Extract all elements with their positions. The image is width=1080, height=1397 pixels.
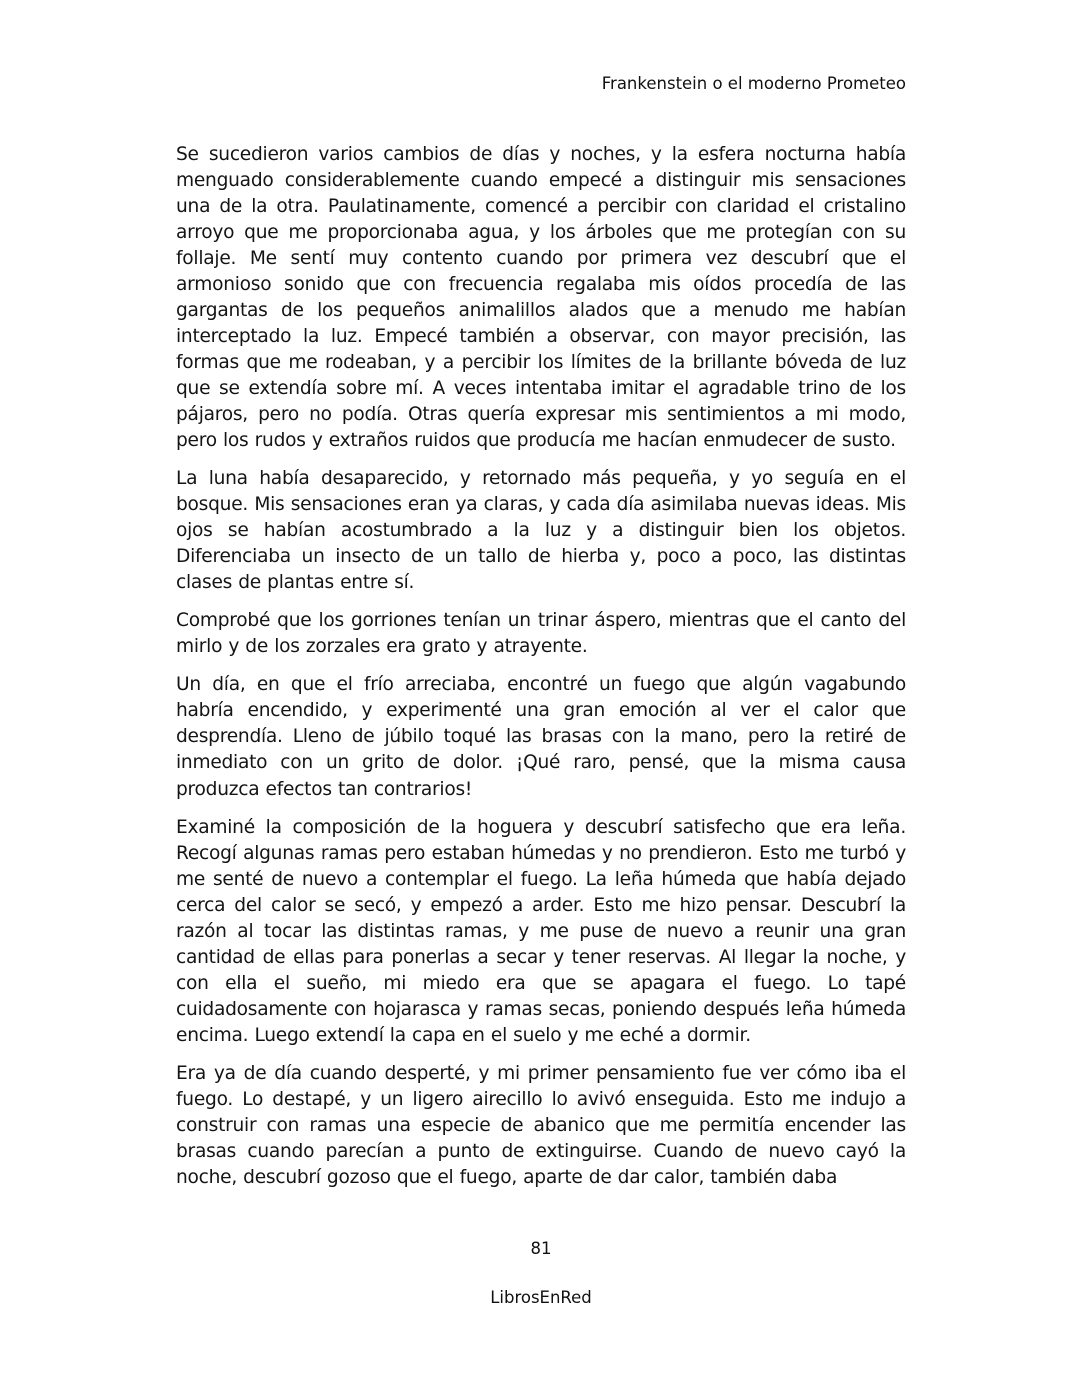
running-header: Frankenstein o el moderno Prometeo [601, 74, 906, 93]
page-number: 81 [530, 1238, 552, 1258]
paragraph: Examiné la composición de la hoguera y descubrí satisfecho que era leña. Recogí algunas ramas pero estaban húmedas y no prendieron. Esto me turbó y me senté de nuevo a contemplar el fuego. La leña húmeda que había dejado cerca del calor se secó, y empezó a arder. Esto me hizo pensar. Descubrí la razón al tocar las distintas ramas, y me puse de nuevo a reunir una gran cantidad de ellas para ponerlas a secar y tener reservas. Al llegar la noche, y con ella el sueño, mi miedo era que se apagara el fuego. Lo tapé cuidadosamente con hojarasca y ramas secas, poniendo después leña húmeda encima. Luego extendí la capa en el suelo y me eché a dormir. [176, 816, 906, 1046]
paragraph: Un día, en que el frío arreciaba, encontré un fuego que algún vagabundo habría encendido, y experimenté una gran emoción al ver el calor que desprendía. Lleno de júbilo toqué las brasas con la mano, pero la retiré de inmediato con un grito de dolor. ¡Qué raro, pensé, que la misma causa produzca efectos tan contrarios! [176, 674, 906, 800]
publisher-footer: LibrosEnRed [490, 1287, 592, 1307]
paragraph: Se sucedieron varios cambios de días y noches, y la esfera nocturna había menguado considerablemente cuando empecé a distinguir mis sensaciones una de la otra. Paulatinamente, comencé a percibir con claridad el cristalino arroyo que me proporcionaba agua, y los árboles que me protegían con su follaje. Me sentí muy contento cuando por primera vez descubrí que el armonioso sonido que con frecuencia regalaba mis oídos procedía de las gargantas de los pequeños animalillos alados que a menudo me habían interceptado la luz. Empecé también a observar, con mayor precisión, las formas que me rodeaban, y a percibir los límites de la brillante bóveda de luz que se extendía sobre mí. A veces intentaba imitar el agradable trino de los pájaros, pero no podía. Otras quería expresar mis sentimientos a mi modo, pero los rudos y extraños ruidos que producía me hacían enmudecer de susto. [176, 143, 906, 452]
paragraph: Comprobé que los gorriones tenían un trinar áspero, mientras que el canto del mirlo y de los zorzales era grato y atrayente. [176, 610, 906, 658]
paragraph: La luna había desaparecido, y retornado más pequeña, y yo seguía en el bosque. Mis sensaciones eran ya claras, y cada día asimilaba nuevas ideas. Mis ojos se habían acostumbrado a la luz y a distinguir bien los objetos. Diferenciaba un insecto de un tallo de hierba y, poco a poco, las distintas clases de plantas entre sí. [176, 468, 906, 594]
body-text [176, 142, 906, 1203]
paragraph: Era ya de día cuando desperté, y mi primer pensamiento fue ver cómo iba el fuego. Lo destapé, y un ligero airecillo lo avivó enseguida. Esto me indujo a construir con ramas una especie de abanico que me permitía encender las brasas cuando parecían a punto de extinguirse. Cuando de nuevo cayó la noche, descubrí gozoso que el fuego, aparte de dar calor, también daba [176, 1062, 906, 1188]
